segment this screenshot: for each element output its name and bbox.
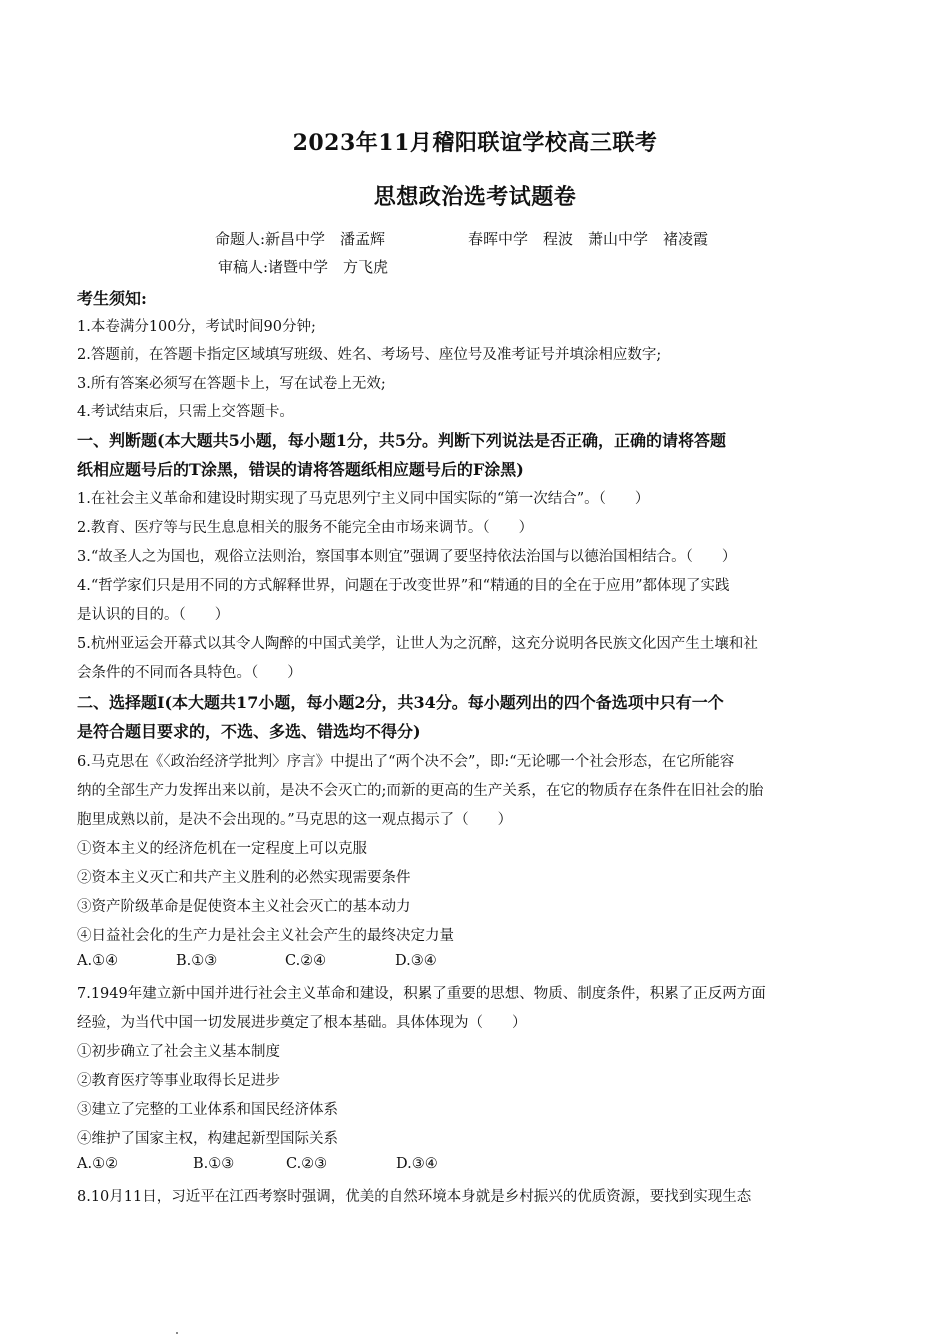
question-3: 3.“故圣人之为国也，观俗立法则治，察国事本则宜”强调了要坚持依法治国与以德治国相结合。（ ） (77, 549, 737, 565)
exam-subtitle: 思想政治选考试题卷 (373, 184, 577, 210)
question-5-cont: 会条件的不同而各具特色。（ ） (77, 665, 302, 681)
section1-heading: 一、判断题(本大题共5小题，每小题1分，共5分。判断下列说法是否正确，正确的请将答题 (77, 431, 726, 450)
question-7: 7.1949年建立新中国并进行社会主义革命和建设，积累了重要的思想、物质、制度条件，积累了正反两方面 (77, 986, 766, 1002)
notice-item: 2.答题前，在答题卡指定区域填写班级、姓名、考场号、座位号及准考证号并填涂相应数字; (77, 347, 662, 363)
q7-statement: ②教育医疗等事业取得长足进步 (77, 1073, 280, 1089)
section1-heading-cont: 纸相应题号后的T涂黑，错误的请将答题纸相应题号后的F涂黑) (77, 460, 524, 479)
q7-option-c: C.②③ (286, 1156, 328, 1172)
notice-item: 3.所有答案必须写在答题卡上，写在试卷上无效; (77, 376, 386, 392)
notice-heading: 考生须知: (77, 289, 147, 308)
q6-option-d: D.③④ (395, 953, 437, 969)
notice-item: 4.考试结束后，只需上交答题卡。 (77, 404, 294, 420)
question-8: 8.10月11日，习近平在江西考察时强调，优美的自然环境本身就是乡村振兴的优质资源，要找到实现生态 (77, 1189, 752, 1205)
q7-options (77, 1156, 877, 1172)
question-6-cont: 胞里成熟以前，是决不会出现的。”马克思的这一观点揭示了（ ） (77, 812, 513, 828)
section2-heading: 二、选择题Ⅰ(本大题共17小题，每小题2分，共34分。每小题列出的四个备选项中只有一个 (77, 693, 724, 712)
page-mark (176, 1332, 178, 1334)
reviewer-line: 审稿人:诸暨中学 方飞虎 (218, 258, 389, 276)
q6-option-c: C.②④ (285, 953, 327, 969)
q7-option-d: D.③④ (396, 1156, 438, 1172)
question-2: 2.教育、医疗等与民生息息相关的服务不能完全由市场来调节。（ ） (77, 520, 534, 536)
author-line-1-rest: 春晖中学 程波 萧山中学 褚凌霞 (468, 230, 709, 248)
q7-option-b: B.①③ (193, 1156, 235, 1172)
question-7-cont: 经验，为当代中国一切发展进步奠定了根本基础。具体体现为（ ） (77, 1015, 527, 1031)
q7-statement: ④维护了国家主权，构建起新型国际关系 (77, 1131, 338, 1147)
notice-item: 1.本卷满分100分，考试时间90分钟; (77, 319, 316, 335)
section2-heading-cont: 是符合题目要求的，不选、多选、错选均不得分) (77, 722, 421, 741)
q6-statement: ④日益社会化的生产力是社会主义社会产生的最终决定力量 (77, 928, 454, 944)
question-1: 1.在社会主义革命和建设时期实现了马克思列宁主义同中国实际的“第一次结合”。（ ） (77, 491, 650, 507)
q6-statement: ③资产阶级革命是促使资本主义社会灭亡的基本动力 (77, 899, 411, 915)
question-4: 4.“哲学家们只是用不同的方式解释世界，问题在于改变世界”和“精通的目的全在于应用”都体现了实践 (77, 578, 730, 594)
question-6: 6.马克思在《〈政治经济学批判〉序言》中提出了“两个决不会”，即:“无论哪一个社会形态，在它所能容 (77, 754, 735, 770)
question-4-cont: 是认识的目的。（ ） (77, 607, 230, 623)
q6-option-a: A.①④ (77, 953, 119, 969)
question-6-cont: 纳的全部生产力发挥出来以前，是决不会灭亡的;而新的更高的生产关系，在它的物质存在条件在旧社会的胎 (77, 783, 764, 799)
q6-statement: ②资本主义灭亡和共产主义胜利的必然实现需要条件 (77, 870, 411, 886)
exam-title: 2023年11月稽阳联谊学校高三联考 (292, 130, 658, 156)
q7-statement: ①初步确立了社会主义基本制度 (77, 1044, 280, 1060)
q7-option-a: A.①② (77, 1156, 119, 1172)
question-5: 5.杭州亚运会开幕式以其令人陶醉的中国式美学，让世人为之沉醉，这充分说明各民族文化因产生土壤和社 (77, 636, 758, 652)
author-line-1: 命题人:新昌中学 潘孟辉 (215, 230, 386, 248)
q6-option-b: B.①③ (176, 953, 218, 969)
q6-statement: ①资本主义的经济危机在一定程度上可以克服 (77, 841, 367, 857)
q6-options (77, 953, 877, 969)
q7-statement: ③建立了完整的工业体系和国民经济体系 (77, 1102, 338, 1118)
